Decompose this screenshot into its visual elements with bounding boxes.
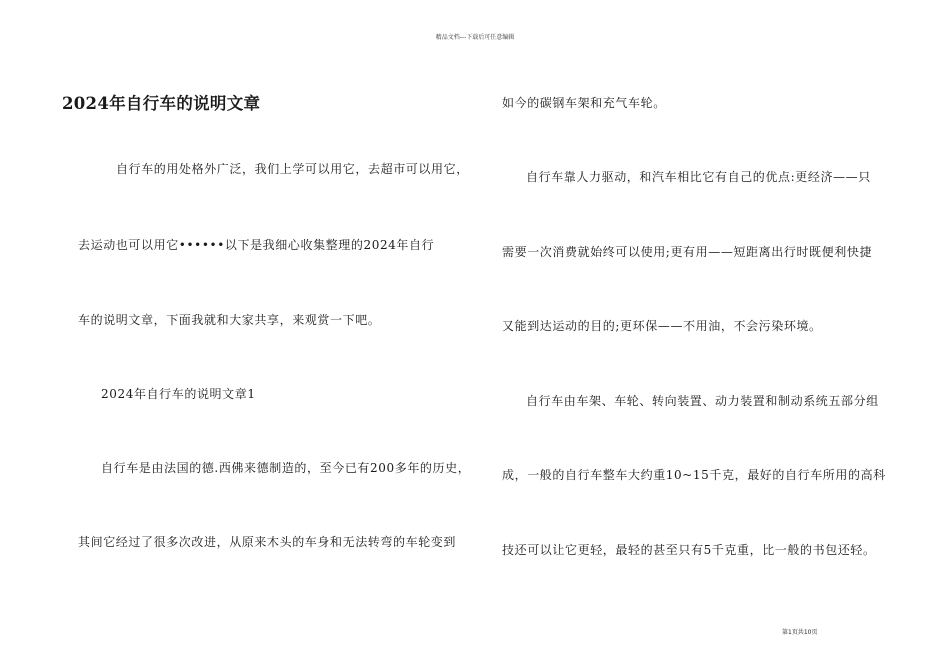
paragraph-line: 自行车由车架、车轮、转向装置、动力装置和制动系统五部分组 [526,394,879,408]
paragraph-line: 自行车靠人力驱动，和汽车相比它有自己的优点:更经济——只 [526,170,871,184]
paragraph-line: 成，一般的自行车整车大约重10~15千克，最好的自行车所用的高科 [502,468,886,482]
paragraph-line: 如今的碳钢车架和充气车轮。 [502,96,666,110]
paragraph-line: 去运动也可以用它••••••以下是我细心收集整理的2024年自行 [78,238,435,252]
header-note: 精品文档---下载后可任意编辑 [435,34,515,41]
paragraph-line: 其间它经过了很多次改进，从原来木头的车身和无法转弯的车轮变到 [78,535,457,549]
paragraph-line: 自行车的用处格外广泛，我们上学可以用它，去超市可以用它， [116,162,469,176]
paragraph-line: 自行车是由法国的德.西佛来德制造的，至今已有200多年的历史， [101,461,471,475]
section-heading: 2024年自行车的说明文章1 [101,387,256,401]
paragraph-line: 需要一次消费就始终可以使用;更有用——短距离出行时既便利快捷 [502,245,873,259]
paragraph-line: 又能到达运动的目的;更环保——不用油，不会污染环境。 [502,319,822,333]
paragraph-line: 车的说明文章，下面我就和大家共享，来观赏一下吧。 [78,313,381,327]
paragraph-line: 技还可以让它更轻，最轻的甚至只有5千克重，比一般的书包还轻。 [502,543,876,557]
page-number: 第1页共10页 [782,629,818,636]
page-title: 2024年自行车的说明文章 [62,94,261,113]
